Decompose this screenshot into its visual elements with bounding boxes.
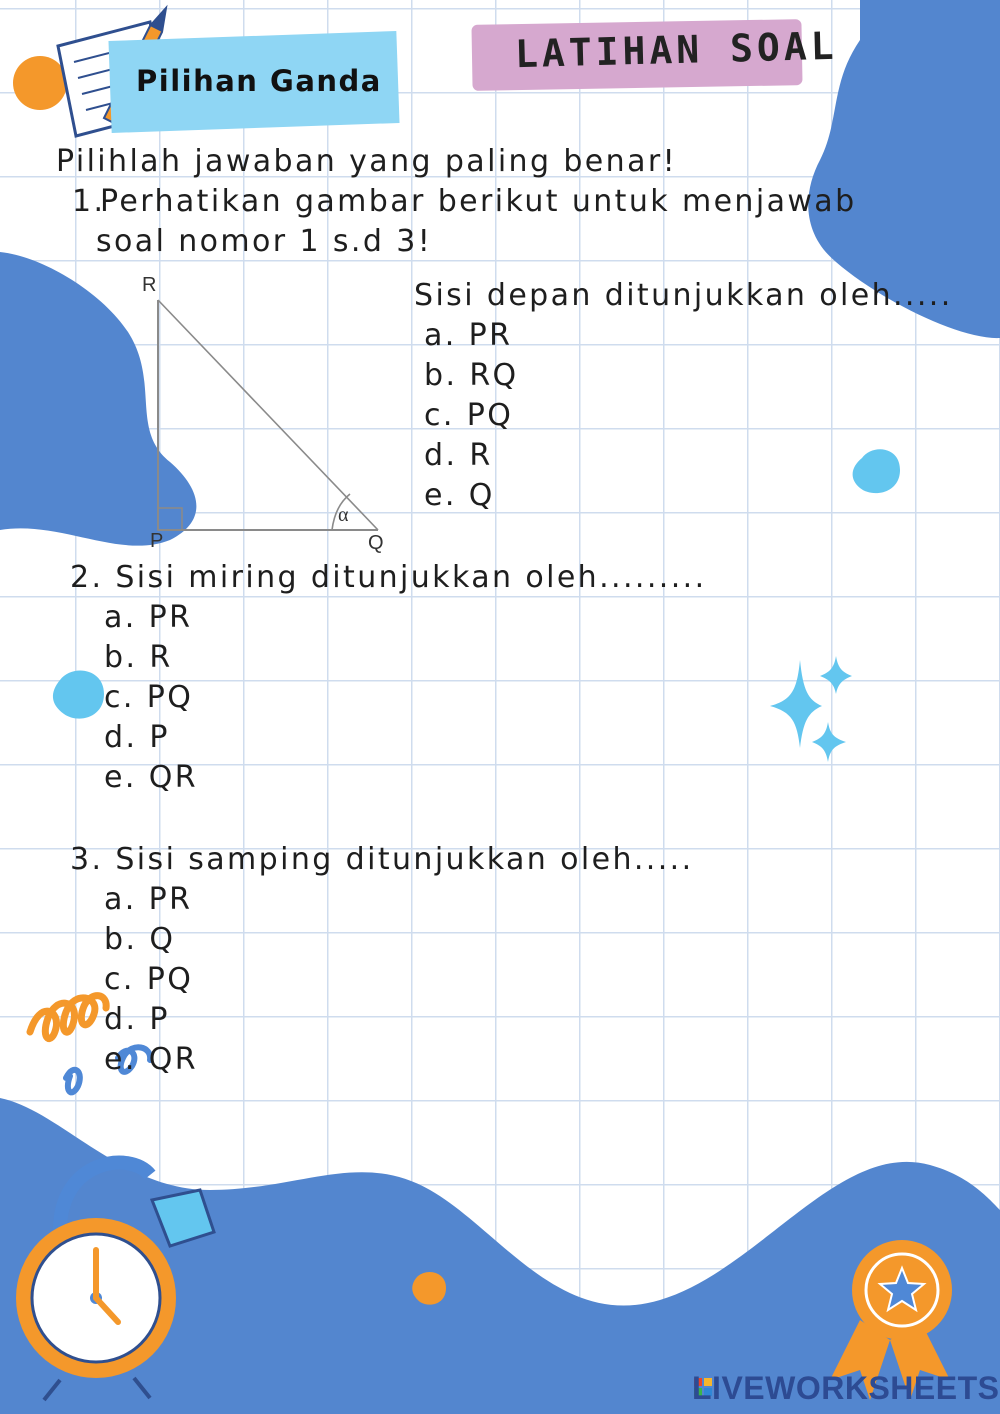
sparkle-icon-small-2 [812, 722, 846, 762]
question-1-text: Sisi depan ditunjukkan oleh..... [414, 278, 953, 313]
vertex-label-r: R [142, 274, 157, 296]
question-2-option-d[interactable]: d. P [104, 720, 170, 755]
question-3-option-d[interactable]: d. P [104, 1002, 170, 1037]
instruction-text: Pilihlah jawaban yang paling benar! [56, 144, 678, 179]
question-1-intro-line-1: Perhatikan gambar berikut untuk menjawab [100, 184, 857, 219]
question-1-option-a[interactable]: a. PR [424, 318, 513, 353]
question-2-option-a[interactable]: a. PR [104, 600, 193, 635]
question-1-option-d[interactable]: d. R [424, 438, 493, 473]
liveworksheets-watermark: LIVEWORKSHEETS [692, 1370, 1000, 1406]
question-1-option-c[interactable]: c. PQ [424, 398, 514, 433]
question-3-text: 3. Sisi samping ditunjukkan oleh..... [70, 842, 694, 877]
orange-dot-top [13, 56, 67, 110]
question-2-option-c[interactable]: c. PQ [104, 680, 194, 715]
angle-label-alpha: α [338, 504, 349, 526]
sparkle-icon-small [820, 656, 852, 694]
squiggle-decoration [30, 996, 106, 1039]
question-3-option-b[interactable]: b. Q [104, 922, 176, 957]
question-2-option-b[interactable]: b. R [104, 640, 173, 675]
left-blob [0, 252, 196, 546]
question-1-intro-line-2: soal nomor 1 s.d 3! [96, 224, 433, 259]
page-title: LATIHAN SOAL [514, 23, 839, 77]
section-subtitle: Pilihan Ganda [136, 64, 382, 98]
vertex-label-q: Q [368, 532, 384, 554]
question-3-option-c[interactable]: c. PQ [104, 962, 194, 997]
vertex-label-p: P [150, 530, 164, 552]
question-3-option-e[interactable]: e. QR [104, 1042, 198, 1077]
question-2-option-e[interactable]: e. QR [104, 760, 198, 795]
question-1-number: 1. [72, 184, 106, 219]
blue-dot-right [853, 449, 900, 493]
sparkle-icon [770, 660, 822, 748]
question-1-option-e[interactable]: e. Q [424, 478, 495, 513]
question-2-text: 2. Sisi miring ditunjukkan oleh......... [70, 560, 707, 595]
blue-dot-left [53, 671, 104, 719]
question-1-option-b[interactable]: b. RQ [424, 358, 519, 393]
question-3-option-a[interactable]: a. PR [104, 882, 193, 917]
